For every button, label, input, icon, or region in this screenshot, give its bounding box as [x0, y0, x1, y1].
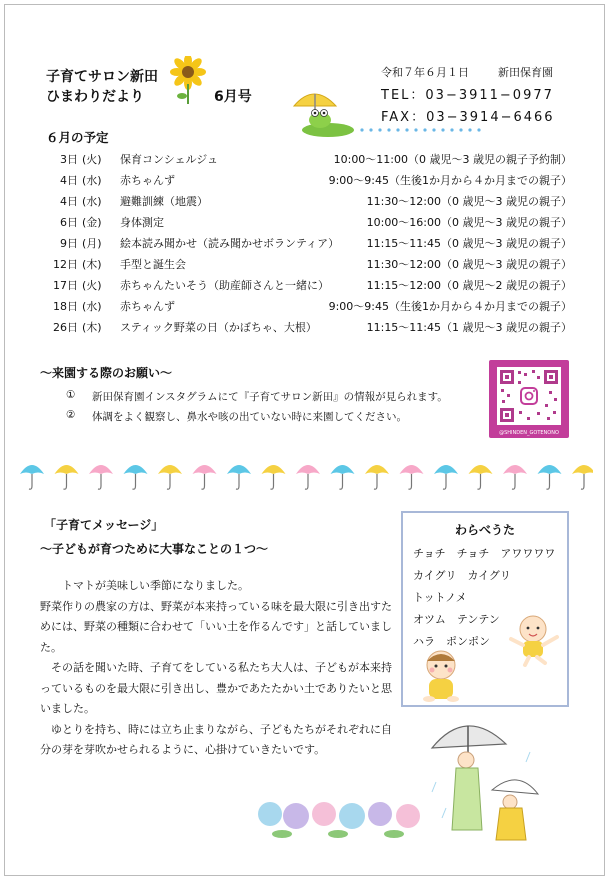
- umbrella-icon: [89, 465, 113, 489]
- request-number: ②: [66, 409, 76, 421]
- schedule-weekday: (水): [82, 174, 102, 187]
- schedule-time: 9:00〜9:45（生後1か月から４か月までの親子）: [328, 174, 572, 187]
- message-body: [40, 576, 396, 761]
- umbrella-icon: [365, 465, 389, 489]
- song-line: ハラ ポンポン: [413, 635, 490, 648]
- instagram-qr-code: [489, 360, 569, 438]
- schedule-time: 9:00〜9:45（生後1か月から４か月までの親子）: [328, 300, 572, 313]
- tel-number: TEL：03−3911−0977: [381, 88, 554, 103]
- umbrella-icon: [538, 465, 562, 489]
- schedule-event: 身体測定: [120, 216, 164, 229]
- message-subtitle: 〜子どもが育つために大事なことの１つ〜: [40, 542, 269, 556]
- schedule-row: [40, 298, 572, 318]
- schedule-date: 18日: [53, 300, 78, 313]
- message-paragraph: ゆとりを持ち、時には立ち止まりながら、子どもたちがそれぞれに自分の芽を芽吹かせられるように、心掛けていきたいです。: [40, 722, 392, 756]
- schedule-row: [40, 235, 572, 255]
- request-text: 新田保育園インスタグラムにて『子育てサロン新田』の情報が見られます。: [92, 391, 448, 403]
- schedule-date: 12日: [53, 258, 78, 271]
- message-paragraph: 野菜作りの農家の方は、野菜が本来持っている味を最大限に引き出すためには、野菜の種類に合わせて「いい土を作るんです」と話していました。: [40, 599, 392, 654]
- schedule-row: [40, 151, 572, 171]
- umbrella-icon: [262, 465, 286, 489]
- schedule-event: 避難訓練（地震）: [120, 195, 208, 208]
- schedule-row: [40, 193, 572, 213]
- schedule-row: [40, 319, 572, 339]
- schedule-event: 赤ちゃんず: [120, 174, 175, 187]
- schedule-time: 10:00〜16:00（0 歳児〜3 歳児の親子）: [366, 216, 572, 229]
- song-line: トットノメ: [413, 591, 467, 604]
- message-paragraph: その話を聞いた時、子育てをしている私たち大人は、子どもが本来持っているものを最大限に引き出し、豊かであたたかい土でありたいと思いました。: [40, 661, 392, 715]
- umbrella-icon: [572, 465, 593, 489]
- umbrella-icon: [55, 465, 79, 489]
- request-text: 体調をよく観察し、鼻水や咳の出ていない時に来園してください。: [92, 411, 407, 423]
- newsletter-title: ひまわりだより: [46, 89, 144, 105]
- message-paragraph: トマトが美味しい季節になりました。: [62, 579, 249, 592]
- schedule-date: 4日: [60, 195, 78, 208]
- umbrella-icon: [331, 465, 355, 489]
- org-name: 新田保育園: [498, 66, 553, 79]
- schedule-weekday: (木): [82, 258, 102, 271]
- schedule-weekday: (月): [82, 237, 102, 250]
- umbrella-divider: [18, 458, 593, 492]
- schedule-time: 11:15〜12:00（0 歳児〜2 歳児の親子）: [366, 279, 572, 292]
- frog-umbrella-icon: [290, 84, 358, 140]
- schedule-time: 11:15〜11:45（1 歳児〜3 歳児の親子）: [366, 321, 572, 334]
- song-line: チョチ チョチ アワワワワ: [413, 547, 556, 560]
- schedule-date: 6日: [60, 216, 78, 229]
- schedule-weekday: (火): [82, 279, 102, 292]
- fax-number: FAX：03−3914−6466: [381, 110, 555, 125]
- schedule-date: 9日: [60, 237, 78, 250]
- schedule-weekday: (火): [82, 153, 102, 166]
- warabeuta-title: わらべうた: [454, 523, 515, 537]
- schedule-title: ６月の予定: [46, 130, 109, 145]
- schedule-weekday: (水): [82, 300, 102, 313]
- schedule-event: 絵本読み聞かせ（読み聞かせボランティア）: [120, 237, 340, 250]
- schedule-row: [40, 172, 572, 192]
- message-title: 「子育てメッセージ」: [44, 518, 164, 532]
- umbrella-icon: [193, 465, 217, 489]
- baby-icon: [507, 611, 563, 667]
- schedule-event: 赤ちゃんたいそう（助産師さんと一緒に）: [120, 279, 329, 292]
- schedule-event: 手型と誕生会: [120, 258, 186, 271]
- umbrella-icon: [227, 465, 251, 489]
- schedule-date: 3日: [60, 153, 78, 166]
- issue-date: 令和７年６月１日: [381, 66, 469, 79]
- salon-title: 子育てサロン新田: [46, 69, 158, 85]
- umbrella-icon: [124, 465, 148, 489]
- schedule-event: 保育コンシェルジュ: [120, 153, 219, 166]
- schedule-date: 4日: [60, 174, 78, 187]
- umbrella-icon: [296, 465, 320, 489]
- schedule-time: 11:15〜11:45（0 歳児〜3 歳児の親子）: [366, 237, 572, 250]
- umbrella-icon: [158, 465, 182, 489]
- parent-child-umbrella-icon: [426, 712, 544, 848]
- schedule-weekday: (金): [82, 216, 102, 229]
- warabeuta-box: [401, 511, 569, 707]
- umbrella-icon: [469, 465, 493, 489]
- requests-title: 〜来園する際のお願い〜: [40, 366, 173, 380]
- issue-label: 6月号: [214, 89, 252, 105]
- schedule-row: [40, 256, 572, 276]
- schedule-event: スティック野菜の日（かぼちゃ、大根）: [120, 321, 317, 334]
- umbrella-icon: [20, 465, 44, 489]
- sunflower-icon: [168, 56, 208, 106]
- schedule-time: 11:30〜12:00（0 歳児〜3 歳児の親子）: [366, 258, 572, 271]
- song-line: カイグリ カイグリ: [413, 569, 511, 582]
- qr-caption: @SHINDEN_GOTENONO: [499, 430, 559, 436]
- schedule-time: 11:30〜12:00（0 歳児〜3 歳児の親子）: [366, 195, 572, 208]
- schedule-time: 10:00〜11:00（0 歳児〜3 歳児の親子予約制）: [333, 153, 572, 166]
- hydrangea-icon: [252, 792, 432, 844]
- schedule-row: [40, 277, 572, 297]
- umbrella-icon: [434, 465, 458, 489]
- dot-divider: [358, 126, 488, 134]
- schedule-date: 26日: [53, 321, 78, 334]
- umbrella-icon: [503, 465, 527, 489]
- schedule-event: 赤ちゃんず: [120, 300, 175, 313]
- schedule-row: [40, 214, 572, 234]
- schedule-date: 17日: [53, 279, 78, 292]
- schedule-weekday: (木): [82, 321, 102, 334]
- baby-icon: [415, 647, 471, 705]
- schedule-weekday: (水): [82, 195, 102, 208]
- song-line: オツム テンテン: [413, 613, 500, 626]
- request-number: ①: [66, 389, 76, 401]
- umbrella-icon: [400, 465, 424, 489]
